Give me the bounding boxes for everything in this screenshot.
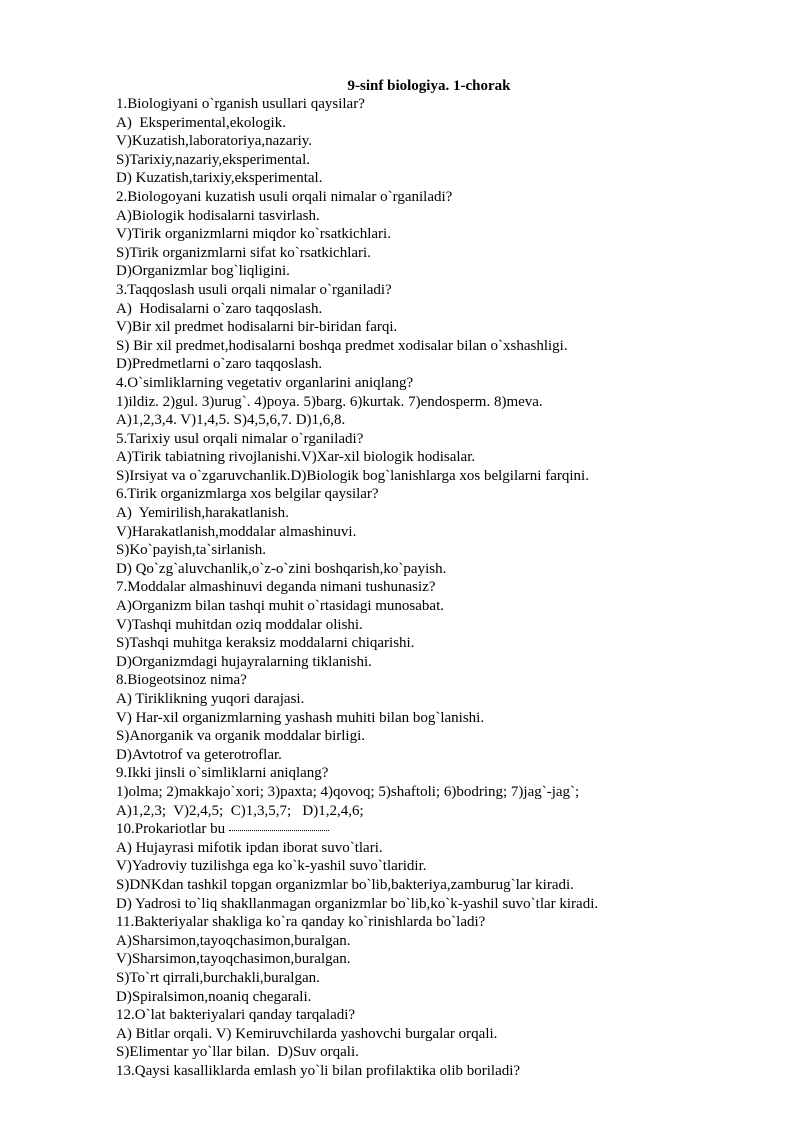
text-line-content: A)1,2,3,4. V)1,4,5. S)4,5,6,7. D)1,6,8.: [116, 412, 346, 429]
text-line-content: S)Irsiyat va o`zgaruvchanlik.D)Biologik bog`lanishlarga xos belgilarni farqini.: [116, 467, 589, 484]
text-line-content: V)Tashqi muhitdan oziq moddalar olishi.: [116, 616, 363, 633]
text-line: [116, 839, 796, 858]
text-line-content: S)DNKdan tashkil topgan organizmlar bo`lib,bakteriya,zamburug`lar kiradi.: [116, 876, 574, 893]
page-title: 9-sinf biologiya. 1-chorak: [347, 78, 511, 94]
text-line: [116, 1006, 796, 1025]
text-line: [116, 764, 796, 783]
text-line: [116, 578, 796, 597]
text-line-content: A)Tirik tabiatning rivojlanishi.V)Xar-xil biologik hodisalar.: [116, 449, 476, 466]
text-line: [116, 820, 796, 839]
text-line: [116, 448, 796, 467]
text-line-content: A)Sharsimon,tayoqchasimon,buralgan.: [116, 932, 351, 949]
text-line: [116, 969, 796, 988]
text-line: [116, 430, 796, 449]
text-line: [116, 560, 796, 579]
text-line: [116, 857, 796, 876]
text-line-content: 13.Qaysi kasalliklarda emlash yo`li bilan profilaktika olib boriladi?: [116, 1062, 521, 1079]
text-line: [116, 1062, 796, 1081]
text-line: [116, 1043, 796, 1062]
text-line-content: 1.Biologiyani o`rganish usullari qaysilar?: [116, 96, 365, 112]
text-line-content: A)Biologik hodisalarni tasvirlash.: [116, 207, 320, 224]
text-line-content: D) Yadrosi to`liq shakllanmagan organizmlar bo`lib,ko`k-yashil suvo`tlar kiradi.: [116, 895, 599, 912]
text-line: [116, 281, 796, 300]
text-line: [116, 95, 796, 114]
text-line-content: V)Tirik organizmlarni miqdor ko`rsatkichlari.: [116, 226, 391, 243]
text-line: [116, 876, 796, 895]
text-line: [116, 467, 796, 486]
text-line-content: D)Avtotrof va geterotroflar.: [116, 746, 282, 763]
text-line-content: 10.Prokariotlar bu: [116, 821, 226, 838]
text-line-content: V)Bir xil predmet hodisalarni bir-biridan farqi.: [116, 319, 398, 336]
text-line: [116, 634, 796, 653]
text-line-content: S)Tarixiy,nazariy,eksperimental.: [116, 151, 311, 168]
text-line: [116, 988, 796, 1007]
text-line: [116, 318, 796, 337]
text-line: [116, 207, 796, 226]
text-line: [116, 225, 796, 244]
text-line: [116, 746, 796, 765]
text-line-content: 8.Biogeotsinoz nima?: [116, 672, 247, 689]
text-line-content: S)Tashqi muhitga keraksiz moddalarni chiqarishi.: [116, 635, 415, 652]
text-line-content: 9.Ikki jinsli o`simliklarni aniqlang?: [116, 765, 329, 782]
text-line-content: S)Tirik organizmlarni sifat ko`rsatkichlari.: [116, 244, 371, 261]
text-line: [116, 523, 796, 542]
text-line: [116, 262, 796, 281]
answer-blank-line: [229, 829, 329, 831]
text-line: [116, 485, 796, 504]
text-line: [116, 374, 796, 393]
text-line: [116, 783, 796, 802]
text-line-content: A)1,2,3; V)2,4,5; C)1,3,5,7; D)1,2,4,6;: [116, 802, 364, 819]
text-line-content: D)Organizmdagi hujayralarning tiklanishi.: [116, 653, 372, 670]
text-line-content: 1)olma; 2)makkajo`xori; 3)paxta; 4)qovoq; 5)shaftoli; 6)bodring; 7)jag`-jag`;: [116, 783, 580, 800]
text-line: [116, 895, 796, 914]
text-line: [116, 355, 796, 374]
text-line-content: A) Eksperimental,ekologik.: [116, 114, 286, 131]
text-line-content: V) Har-xil organizmlarning yashash muhiti bilan bog`lanishi.: [116, 709, 485, 726]
text-line: [116, 151, 796, 170]
text-line-content: 1)ildiz. 2)gul. 3)urug`. 4)poya. 5)barg. 6)kurtak. 7)endosperm. 8)meva.: [116, 393, 543, 410]
text-line: [116, 616, 796, 635]
text-line: [116, 913, 796, 932]
text-line-content: 7.Moddalar almashinuvi deganda nimani tushunasiz?: [116, 579, 436, 596]
text-line-content: S)Anorganik va organik moddalar birligi.: [116, 728, 365, 745]
text-line-content: V)Sharsimon,tayoqchasimon,buralgan.: [116, 951, 351, 968]
text-line-content: A) Tiriklikning yuqori darajasi.: [116, 691, 305, 707]
text-line: [116, 337, 796, 356]
text-line: [116, 541, 796, 560]
text-line: [116, 300, 796, 319]
text-line: [116, 244, 796, 263]
text-line: [116, 802, 796, 821]
text-line-content: 6.Tirik organizmlarga xos belgilar qaysilar?: [116, 486, 379, 503]
text-line-content: D) Qo`zg`aluvchanlik,o`z-o`zini boshqarish,ko`payish.: [116, 560, 447, 577]
text-line-content: A) Bitlar orqali. V) Kemiruvchilarda yashovchi burgalar orqali.: [116, 1025, 498, 1042]
text-line: [116, 709, 796, 728]
text-line: [116, 169, 796, 188]
text-line: [116, 950, 796, 969]
question-list: [116, 95, 796, 1080]
text-line: [116, 411, 796, 430]
text-line-content: A) Hujayrasi mifotik ipdan iborat suvo`tlari.: [116, 839, 383, 856]
text-line-content: 2.Biologoyani kuzatish usuli orqali nimalar o`rganiladi?: [116, 188, 453, 205]
text-line-content: V)Harakatlanish,moddalar almashinuvi.: [116, 523, 357, 540]
text-line: [116, 597, 796, 616]
text-line-content: V)Yadroviy tuzilishga ega ko`k-yashil suvo`tlaridir.: [116, 858, 427, 875]
text-line: [116, 114, 796, 133]
text-line: [116, 932, 796, 951]
text-line: [116, 393, 796, 412]
text-line: [116, 504, 796, 523]
text-line: [116, 671, 796, 690]
text-line-content: 12.O`lat bakteriyalari qanday tarqaladi?: [116, 1007, 356, 1024]
text-line: [116, 653, 796, 672]
text-line-content: S)Elimentar yo`llar bilan. D)Suv orqali.: [116, 1044, 359, 1061]
text-line-content: S)Ko`payish,ta`sirlanish.: [116, 542, 266, 559]
text-line-content: 3.Taqqoslash usuli orqali nimalar o`rganiladi?: [116, 281, 392, 298]
text-line: [116, 132, 796, 151]
text-line: [116, 727, 796, 746]
text-line-content: D)Spiralsimon,noaniq chegarali.: [116, 988, 312, 1005]
text-line-content: D) Kuzatish,tarixiy,eksperimental.: [116, 170, 323, 187]
text-line-content: A) Yemirilish,harakatlanish.: [116, 505, 289, 522]
text-line-content: D)Organizmlar bog`liqligini.: [116, 263, 290, 280]
text-line-content: A)Organizm bilan tashqi muhit o`rtasidagi munosabat.: [116, 598, 444, 615]
text-line-content: V)Kuzatish,laboratoriya,nazariy.: [116, 133, 313, 150]
text-line-content: S) Bir xil predmet,hodisalarni boshqa predmet xodisalar bilan o`xshashligi.: [116, 337, 568, 354]
text-line-content: 4.O`simliklarning vegetativ organlarini aniqlang?: [116, 374, 414, 391]
text-line-content: D)Predmetlarni o`zaro taqqoslash.: [116, 356, 323, 373]
text-line: [116, 188, 796, 207]
text-line: [116, 690, 796, 709]
text-line-content: A) Hodisalarni o`zaro taqqoslash.: [116, 300, 323, 317]
text-line-content: 11.Bakteriyalar shakliga ko`ra qanday ko`rinishlarda bo`ladi?: [116, 914, 486, 931]
text-line-content: 5.Tarixiy usul orqali nimalar o`rganiladi?: [116, 430, 364, 447]
text-line-content: S)To`rt qirrali,burchakli,buralgan.: [116, 969, 320, 986]
text-line: [116, 1025, 796, 1044]
